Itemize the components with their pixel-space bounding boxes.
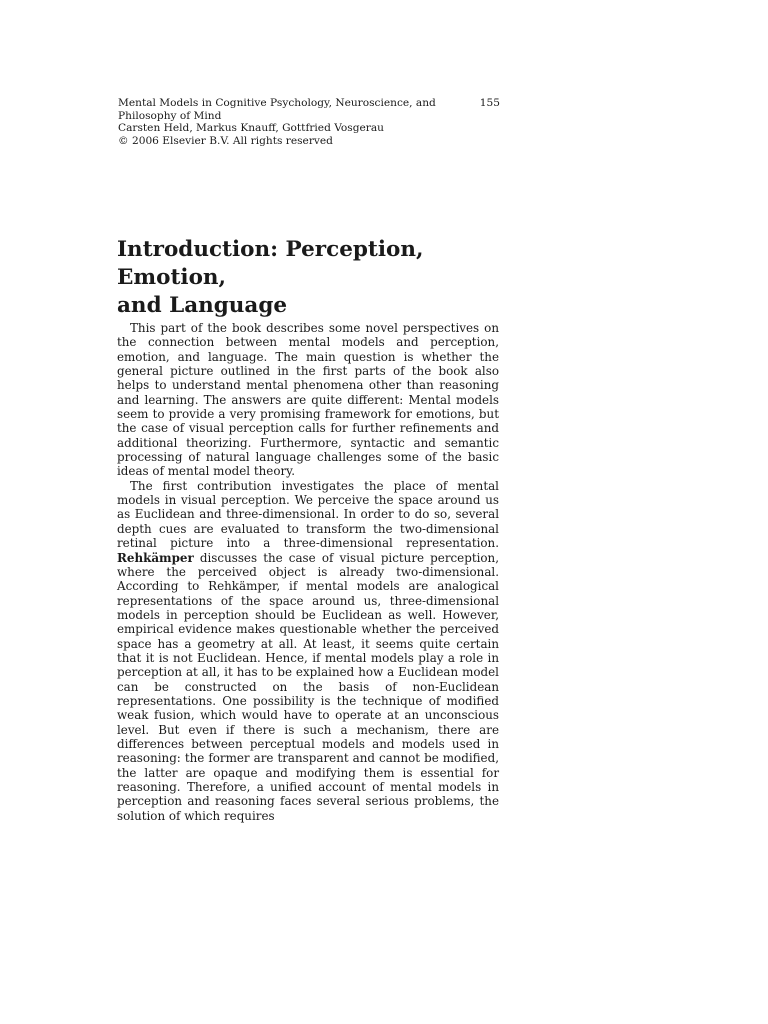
paragraph-1: This part of the book describes some novel perspectives on the connection between mental models and perception, emotion, and language. The main question is whether the general picture outlined in the first parts of the book also helps to understand mental phenomena other than reasoning and learning. The answers are quite different: Mental models seem to provide a very promising framework for emotions, but the case of visual perception calls for further refinements and additional theorizing. Furthermore, syntactic and semantic processing of natural language challenges some of the basic ideas of mental model theory. [117,321,499,479]
author-name-bold: Rehkämper [117,550,194,565]
paragraph-2 [117,479,499,823]
editors-line: Carsten Held, Markus Knauff, Gottfried Vosgerau [118,122,384,134]
page-number: 155 [479,97,500,109]
chapter-title-line-1: Introduction: Perception, Emotion, [117,237,424,290]
copyright-line: © 2006 Elsevier B.V. All rights reserved [118,134,333,147]
running-header [118,97,500,147]
paragraph-2-part-1: The first contribution investigates the place of mental models in visual perception. We perceive the space around us as Euclidean and three-dimensional. In order to do so, several depth cues are evaluated to transform the two-dimensional retinal picture into a three-dimensional representation. [117,478,499,551]
chapter-title [117,236,507,320]
paragraph-2-part-2: discusses the case of visual picture perception, where the perceived object is already two-dimensional. According to Rehkämper, if mental models are analogical representations of the space around us, three-dimensional models in perception should be Euclidean as well. However, empirical evidence makes questionable whether the perceived space has a geometry at all. At least, it seems quite certain that it is not Euclidean. Hence, if mental models play a role in perception at all, it has to be explained how a Euclidean model can be constructed on the basis of non-Euclidean representations. One possibility is the technique of modified weak fusion, which would have to operate at an unconscious level. But even if there is such a mechanism, there are differences between perceptual models and models used in reasoning: the former are transparent and cannot be modified, the latter are opaque and modifying them is essential for reasoning. Therefore, a unified account of mental models in perception and reasoning faces several serious problems, the solution of which requires [117,550,499,823]
header-row [118,97,500,122]
book-title: Mental Models in Cognitive Psychology, Neuroscience, and Philosophy of Mind [118,97,436,122]
chapter-title-line-2: and Language [117,293,288,318]
body-text [117,321,499,823]
